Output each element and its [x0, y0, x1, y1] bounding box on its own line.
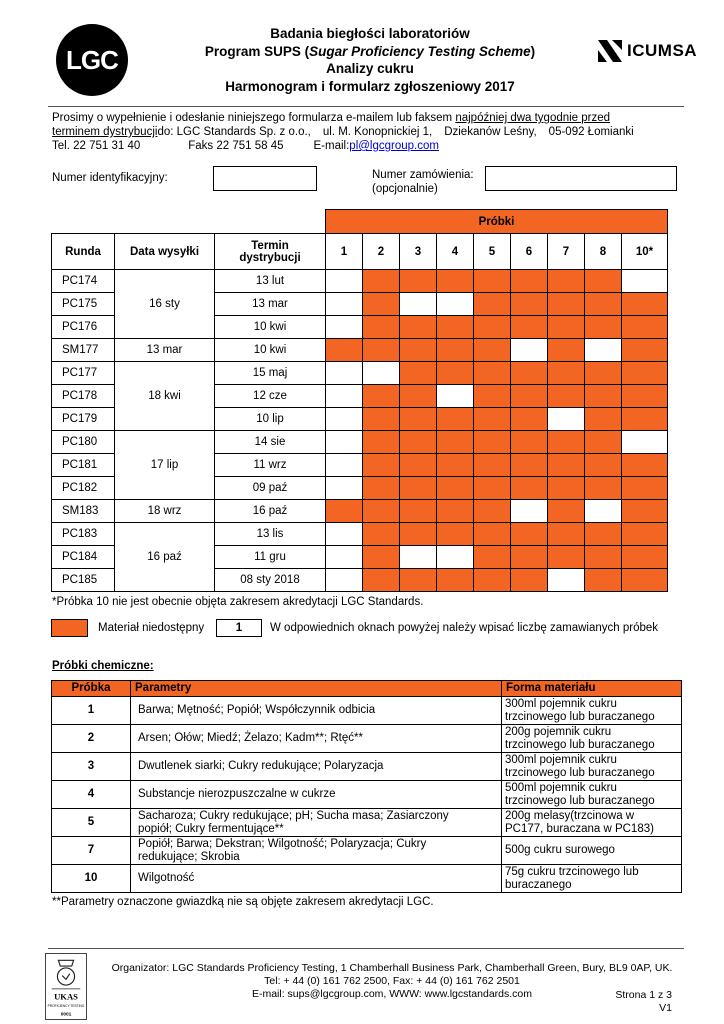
- round-cell: PC179: [52, 408, 115, 431]
- sample-number: 3: [52, 753, 131, 781]
- sample-order-cell[interactable]: [585, 339, 622, 362]
- schedule-row: [52, 339, 668, 362]
- distribution-date-cell: 09 paź: [215, 477, 326, 500]
- sample-unavailable-cell: [622, 293, 668, 316]
- sample-unavailable-cell: [363, 569, 400, 592]
- sample-unavailable-cell: [437, 362, 474, 385]
- schedule-row: [52, 523, 668, 546]
- sample-unavailable-cell: [400, 339, 437, 362]
- sample-unavailable-cell: [511, 431, 548, 454]
- chemical-row: [52, 725, 682, 753]
- sample-order-cell[interactable]: [400, 546, 437, 569]
- distribution-date-cell: 12 cze: [215, 385, 326, 408]
- distribution-date-cell: 10 lip: [215, 408, 326, 431]
- sample-unavailable-cell: [622, 408, 668, 431]
- sample-order-cell[interactable]: [326, 385, 363, 408]
- legend-unavailable-swatch: [51, 619, 88, 637]
- sample-number: 4: [52, 781, 131, 809]
- sample-unavailable-cell: [474, 385, 511, 408]
- sample-unavailable-cell: [437, 339, 474, 362]
- sample-number: 7: [52, 837, 131, 865]
- round-cell: PC178: [52, 385, 115, 408]
- chemical-samples-title: Próbki chemiczne:: [52, 660, 154, 672]
- sample-unavailable-cell: [622, 385, 668, 408]
- sample-order-cell[interactable]: [326, 316, 363, 339]
- ukas-logo: [45, 953, 87, 1020]
- sample-unavailable-cell: [585, 523, 622, 546]
- schedule-row: [52, 500, 668, 523]
- sample-unavailable-cell: [548, 339, 585, 362]
- sample-unavailable-cell: [474, 362, 511, 385]
- samples-header: Próbki: [326, 210, 668, 234]
- sample-order-cell[interactable]: [437, 385, 474, 408]
- sample-unavailable-cell: [400, 316, 437, 339]
- schedule-table: [51, 209, 668, 592]
- legend-instruction: W odpowiednich oknach powyżej należy wpisać liczbę zamawianych próbek: [270, 622, 659, 634]
- sample-unavailable-cell: [363, 500, 400, 523]
- chemical-row: [52, 837, 682, 865]
- sample-unavailable-cell: [437, 500, 474, 523]
- schedule-row: [52, 362, 668, 385]
- sample-unavailable-cell: [400, 569, 437, 592]
- email-link[interactable]: pl@lgcgroup.com: [349, 140, 439, 152]
- distribution-date-cell: 10 kwi: [215, 316, 326, 339]
- sample-unavailable-cell: [622, 546, 668, 569]
- sample-unavailable-cell: [511, 523, 548, 546]
- round-cell: PC177: [52, 362, 115, 385]
- sample-unavailable-cell: [585, 270, 622, 293]
- sample-order-cell[interactable]: [326, 569, 363, 592]
- parameters-cell: Barwa; Mętność; Popiół; Współczynnik odbicia: [131, 697, 502, 725]
- sample-order-cell[interactable]: [326, 454, 363, 477]
- sample-unavailable-cell: [511, 316, 548, 339]
- sample-order-cell[interactable]: [326, 408, 363, 431]
- round-cell: PC176: [52, 316, 115, 339]
- round-cell: SM177: [52, 339, 115, 362]
- icumsa-icon: [598, 38, 622, 64]
- sample-unavailable-cell: [437, 569, 474, 592]
- sample-unavailable-cell: [548, 477, 585, 500]
- parameters-cell: Wilgotność: [131, 865, 502, 893]
- sample-unavailable-cell: [585, 431, 622, 454]
- chemical-row: [52, 809, 682, 837]
- distribution-date-cell: 13 mar: [215, 293, 326, 316]
- dispatch-date-cell: 13 mar: [115, 339, 215, 362]
- sample-unavailable-cell: [363, 316, 400, 339]
- sample-unavailable-cell: [363, 385, 400, 408]
- parameters-cell: Arsen; Ołów; Miedź; Żelazo; Kadm**; Rtęć**: [131, 725, 502, 753]
- order-number-field[interactable]: [485, 166, 677, 191]
- round-cell: PC175: [52, 293, 115, 316]
- header-divider: [48, 106, 684, 107]
- sample-unavailable-cell: [585, 385, 622, 408]
- sample-unavailable-cell: [622, 523, 668, 546]
- sample-order-cell[interactable]: [400, 293, 437, 316]
- sample-unavailable-cell: [400, 500, 437, 523]
- sample-unavailable-cell: [474, 408, 511, 431]
- sample-unavailable-cell: [437, 523, 474, 546]
- dispatch-date-cell: 16 sty: [115, 270, 215, 339]
- sample-unavailable-cell: [585, 569, 622, 592]
- sample-number: 2: [52, 725, 131, 753]
- sample-unavailable-cell: [585, 477, 622, 500]
- distribution-date-cell: 10 kwi: [215, 339, 326, 362]
- lgc-logo: LGC: [56, 24, 128, 96]
- sample-unavailable-cell: [474, 523, 511, 546]
- chemical-row: [52, 697, 682, 725]
- sample-unavailable-cell: [400, 408, 437, 431]
- order-label: Numer zamówienia: (opcjonalnie): [372, 169, 474, 195]
- distribution-date-cell: 15 maj: [215, 362, 326, 385]
- sample-unavailable-cell: [400, 477, 437, 500]
- legend-example-box: 1: [216, 619, 262, 637]
- sample-unavailable-cell: [363, 477, 400, 500]
- sample-order-cell[interactable]: [326, 523, 363, 546]
- sample-unavailable-cell: [622, 477, 668, 500]
- sample-unavailable-cell: [511, 408, 548, 431]
- sample-unavailable-cell: [511, 546, 548, 569]
- sample-order-cell[interactable]: [511, 500, 548, 523]
- chemical-table: [51, 680, 682, 893]
- distribution-date-cell: 14 sie: [215, 431, 326, 454]
- svg-text:UKAS: UKAS: [54, 991, 78, 1002]
- sample-order-cell[interactable]: [437, 546, 474, 569]
- round-cell: PC183: [52, 523, 115, 546]
- sample-unavailable-cell: [400, 385, 437, 408]
- sample-unavailable-cell: [585, 293, 622, 316]
- material-form-cell: 500ml pojemnik cukru trzcinowego lub buraczanego: [502, 781, 682, 809]
- round-cell: PC181: [52, 454, 115, 477]
- sample-unavailable-cell: [622, 454, 668, 477]
- round-cell: PC182: [52, 477, 115, 500]
- material-form-cell: 75g cukru trzcinowego lub buraczanego: [502, 865, 682, 893]
- intro-text: Prosimy o wypełnienie i odesłanie niniejszego formularza e-mailem lub faksem najpóźniej dwa tygodnie przed terminem dystrybucjido: LGC Standards Sp. z o.o., ul. M. Konopnickiej 1, Dziekanów Leśny, 05-092 Łomianki Tel. 22 751 31 40 Faks 22 751 58 45 E-mail:pl@lgcgroup.com: [52, 112, 634, 152]
- dispatch-date-cell: 18 kwi: [115, 362, 215, 431]
- footer-info: Organizator: LGC Standards Proficiency Testing, 1 Chamberhall Business Park, Chamberhall Green, Bury, BL9 0AP, UK. Tel: + 44 (0) 161 762 2500, Fax: + 44 (0) 161 762 2501 E-mail: sups@lgcgroup.com, WWW: www.lgcstandards.com: [111, 962, 673, 1000]
- sample-unavailable-cell: [548, 523, 585, 546]
- sample-unavailable-cell: [437, 270, 474, 293]
- sample-unavailable-cell: [474, 293, 511, 316]
- accreditation-note: *Próbka 10 nie jest obecnie objęta zakresem akredytacji LGC Standards.: [52, 596, 424, 608]
- dispatch-date-cell: 18 wrz: [115, 500, 215, 523]
- sample-order-cell[interactable]: [548, 408, 585, 431]
- icumsa-logo: ICUMSA: [598, 38, 697, 64]
- distribution-date-cell: 13 lis: [215, 523, 326, 546]
- sample-unavailable-cell: [437, 316, 474, 339]
- sample-unavailable-cell: [363, 523, 400, 546]
- sample-unavailable-cell: [437, 408, 474, 431]
- sample-order-cell[interactable]: [326, 546, 363, 569]
- round-cell: PC185: [52, 569, 115, 592]
- sample-unavailable-cell: [548, 454, 585, 477]
- sample-order-cell[interactable]: [363, 362, 400, 385]
- sample-unavailable-cell: [548, 293, 585, 316]
- sample-unavailable-cell: [326, 500, 363, 523]
- sample-order-cell[interactable]: [585, 500, 622, 523]
- sample-order-cell[interactable]: [326, 477, 363, 500]
- distribution-date-cell: 16 paź: [215, 500, 326, 523]
- sample-order-cell[interactable]: [326, 431, 363, 454]
- sample-unavailable-cell: [548, 362, 585, 385]
- sample-unavailable-cell: [622, 569, 668, 592]
- sample-unavailable-cell: [363, 546, 400, 569]
- sample-unavailable-cell: [585, 316, 622, 339]
- sample-unavailable-cell: [585, 362, 622, 385]
- dispatch-date-cell: 16 paź: [115, 523, 215, 592]
- chemical-row: [52, 781, 682, 809]
- sample-unavailable-cell: [363, 270, 400, 293]
- round-cell: SM183: [52, 500, 115, 523]
- material-form-cell: 200g melasy(trzcinowa w PC177, buraczana w PC183): [502, 809, 682, 837]
- chemical-header-row: Próbka Parametry Forma materiału: [52, 681, 682, 697]
- parameters-cell: Popiół; Barwa; Dekstran; Wilgotność; Polaryzacja; Cukry redukujące; Skrobia: [131, 837, 502, 865]
- sample-unavailable-cell: [548, 500, 585, 523]
- sample-number: 5: [52, 809, 131, 837]
- round-cell: PC184: [52, 546, 115, 569]
- parameters-cell: Dwutlenek siarki; Cukry redukujące; Polaryzacja: [131, 753, 502, 781]
- sample-unavailable-cell: [363, 339, 400, 362]
- sample-unavailable-cell: [511, 477, 548, 500]
- sample-unavailable-cell: [511, 293, 548, 316]
- parameters-cell: Sacharoza; Cukry redukujące; pH; Sucha masa; Zasiarczony popiół; Cukry fermentujące**: [131, 809, 502, 837]
- sample-unavailable-cell: [511, 385, 548, 408]
- sample-number: 10: [52, 865, 131, 893]
- schedule-header-row: Runda Data wysyłki Termin dystrybucji 1 2 3 4 5 6 7 8 10*: [52, 234, 668, 270]
- distribution-date-cell: 11 gru: [215, 546, 326, 569]
- dispatch-date-cell: 17 lip: [115, 431, 215, 500]
- distribution-date-cell: 08 sty 2018: [215, 569, 326, 592]
- sample-unavailable-cell: [622, 500, 668, 523]
- sample-unavailable-cell: [400, 523, 437, 546]
- schedule-row: [52, 270, 668, 293]
- sample-unavailable-cell: [548, 270, 585, 293]
- svg-text:0001: 0001: [60, 1012, 72, 1018]
- parameters-note: **Parametry oznaczone gwiazdką nie są objęte zakresem akredytacji LGC.: [52, 896, 434, 908]
- sample-unavailable-cell: [474, 477, 511, 500]
- material-form-cell: 300ml pojemnik cukru trzcinowego lub buraczanego: [502, 753, 682, 781]
- sample-unavailable-cell: [548, 546, 585, 569]
- sample-number: 1: [52, 697, 131, 725]
- sample-order-cell[interactable]: [326, 362, 363, 385]
- sample-unavailable-cell: [511, 270, 548, 293]
- sample-unavailable-cell: [363, 293, 400, 316]
- legend-unavailable-label: Materiał niedostępny: [98, 622, 205, 634]
- distribution-date-cell: 11 wrz: [215, 454, 326, 477]
- sample-unavailable-cell: [474, 339, 511, 362]
- sample-unavailable-cell: [400, 270, 437, 293]
- sample-unavailable-cell: [585, 454, 622, 477]
- sample-unavailable-cell: [511, 362, 548, 385]
- round-cell: PC174: [52, 270, 115, 293]
- page-number: Strona 1 z 3 V1: [615, 989, 672, 1014]
- chemical-row: [52, 753, 682, 781]
- sample-order-cell[interactable]: [622, 431, 668, 454]
- sample-unavailable-cell: [400, 362, 437, 385]
- sample-unavailable-cell: [548, 385, 585, 408]
- chemical-row: [52, 865, 682, 893]
- sample-unavailable-cell: [474, 546, 511, 569]
- id-label: Numer identyfikacyjny:: [52, 172, 168, 184]
- footer-divider: [48, 948, 684, 949]
- sample-unavailable-cell: [474, 431, 511, 454]
- sample-unavailable-cell: [326, 339, 363, 362]
- sample-unavailable-cell: [622, 316, 668, 339]
- distribution-date-cell: 13 lut: [215, 270, 326, 293]
- sample-order-cell[interactable]: [622, 270, 668, 293]
- sample-unavailable-cell: [585, 546, 622, 569]
- sample-unavailable-cell: [363, 431, 400, 454]
- sample-unavailable-cell: [511, 454, 548, 477]
- document-title: Badania biegłości laboratoriów Program SUPS (Sugar Proficiency Testing Scheme) Analizy cukru Harmonogram i formularz zgłoszeniowy 2017: [204, 26, 536, 94]
- material-form-cell: 300ml pojemnik cukru trzcinowego lub buraczanego: [502, 697, 682, 725]
- sample-unavailable-cell: [511, 569, 548, 592]
- sample-unavailable-cell: [474, 569, 511, 592]
- id-field[interactable]: [213, 166, 317, 191]
- sample-unavailable-cell: [548, 316, 585, 339]
- sample-order-cell[interactable]: [548, 569, 585, 592]
- sample-unavailable-cell: [437, 454, 474, 477]
- ukas-crown-icon: [46, 954, 86, 1019]
- sample-order-cell[interactable]: [437, 293, 474, 316]
- parameters-cell: Substancje nierozpuszczalne w cukrze: [131, 781, 502, 809]
- sample-unavailable-cell: [474, 316, 511, 339]
- sample-order-cell[interactable]: [326, 293, 363, 316]
- sample-unavailable-cell: [437, 477, 474, 500]
- sample-unavailable-cell: [363, 454, 400, 477]
- sample-unavailable-cell: [363, 408, 400, 431]
- sample-order-cell[interactable]: [511, 339, 548, 362]
- material-form-cell: 500g cukru surowego: [502, 837, 682, 865]
- sample-unavailable-cell: [400, 454, 437, 477]
- schedule-row: [52, 431, 668, 454]
- round-cell: PC180: [52, 431, 115, 454]
- sample-unavailable-cell: [474, 270, 511, 293]
- sample-unavailable-cell: [474, 500, 511, 523]
- sample-unavailable-cell: [474, 454, 511, 477]
- sample-unavailable-cell: [622, 339, 668, 362]
- sample-unavailable-cell: [548, 431, 585, 454]
- sample-unavailable-cell: [437, 431, 474, 454]
- svg-text:PROFICIENCY TESTING: PROFICIENCY TESTING: [47, 1003, 85, 1008]
- sample-order-cell[interactable]: [326, 270, 363, 293]
- sample-unavailable-cell: [400, 431, 437, 454]
- sample-unavailable-cell: [585, 408, 622, 431]
- sample-unavailable-cell: [622, 362, 668, 385]
- material-form-cell: 200g pojemnik cukru trzcinowego lub buraczanego: [502, 725, 682, 753]
